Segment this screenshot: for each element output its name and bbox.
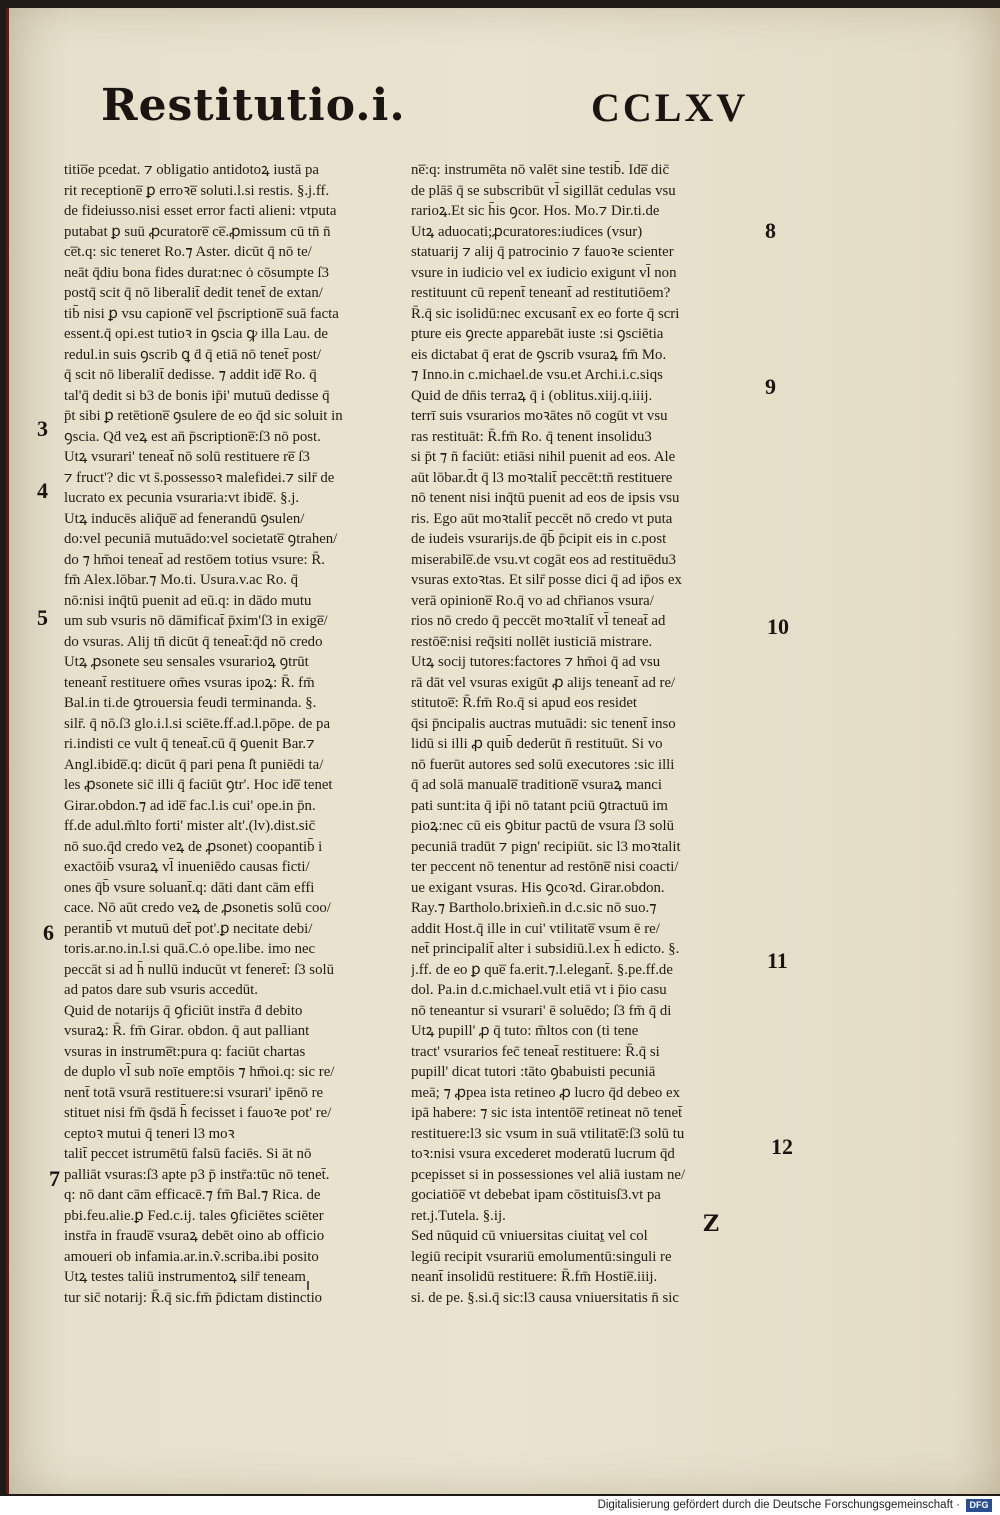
text-line: aūt lōbar.d̄t q̄ l3 moꝛtalit̄ peccēt:tn̄ restituere (411, 469, 673, 486)
text-line: Bal.in ti.de ꝯtrouersia feudi terminanda. §. (64, 695, 317, 711)
text-line: Girar.obdon.⁊ ad ide̅ fac.l.is cui' ope.in p̄n. (64, 797, 316, 814)
text-line: pbi.feu.alie.ꝑ Fed.c.ij. tales ꝯficiētes sciēter (64, 1207, 324, 1224)
footer-bar (0, 1496, 1000, 1515)
text-line: postq̄ scit q̄ nō liberalit̄ dedit tenet̄ de extan/ (64, 285, 323, 301)
dfg-logo: DFG (966, 1499, 992, 1512)
text-line: statuarij ⁊ alij q̄ patrocinio ⁊ fauoꝛe scienter (411, 244, 674, 260)
text-line: lucrato ex pecunia vsuraria:vt ibide̅. §.j. (64, 490, 300, 506)
text-line: miserabile̅.de vsu.vt cogāt eos ad restituēdu3 (411, 551, 677, 568)
text-line: Utꝝ pupill' ꝓ q̄ tuto: m̄ltos con (ti tene (411, 1023, 639, 1039)
text-line: do:vel pecuniā mutuādo:vel societate̅ ꝯtrahen/ (64, 531, 338, 547)
text-line: cace. Nō aūt credo veꝝ de ꝓsonetis solū coo/ (64, 900, 331, 916)
text-line: dol. Pa.in d.c.michael.vult etiā vt i p̄io casu (411, 982, 667, 998)
funding-credit: Digitalisierung gefördert durch die Deutsche Forschungsgemeinschaft · (597, 1499, 960, 1511)
text-line: vsure in iudicio vel ex iudicio exigunt vl̄ non (411, 264, 677, 281)
text-line: ⁊ fruct'? dic vt s̄.possessoꝛ malefidei.⁊ silr̄ de (64, 469, 335, 486)
text-line: vsuraꝝ: R̄. fm̄ Girar. obdon. q̄ aut palliant (64, 1023, 310, 1039)
text-line: ras restituāt: R̄.fm̄ Ro. q̄ tenent insolidu3 (411, 428, 652, 445)
text-line: de duplo vl̄ sub noīe emptōis ⁊ hm̄oi.q: sic re/ (64, 1064, 335, 1080)
text-line: do ⁊ hm̄oi teneat̄ ad restōem totius vsure: R̄. (64, 551, 325, 568)
text-line: tal'q̄ dedit si b3 de bonis ip̄i' mutuū dedisse q̄ (64, 387, 330, 404)
text-line: tib̄ nisi ꝑ vsu capione̅ vel p̄scriptione̅ suā facta (64, 305, 339, 322)
text-line: eis dictabat q̄ erat de ꝯscrib vsuraꝝ fm̄ Mo. (411, 346, 667, 363)
margin-number: 5 (37, 605, 48, 630)
text-line: peccāt si ad h̄ nullū inducūt vt feneret̄: ſ3 solū (64, 961, 334, 978)
text-line: q̄ ad solā manuale̅ traditione̅ vsuraꝝ manci (411, 777, 662, 793)
text-line: nō suo.q̄d credo veꝝ de ꝓsonet) coopantib̄ i (64, 838, 323, 855)
text-line: rit receptione̅ ꝑ erroꝛe̅ soluti.l.si restis. §.j.ff. (64, 182, 330, 199)
text-line: gociatiōe̅ vt debebat ipam cōstituisſ3.vt pa (411, 1187, 661, 1203)
text-line: Sed nūquid cū vniuersitas ciuitaṯ vel col (411, 1228, 648, 1244)
margin-number: 8 (765, 218, 776, 243)
text-line: vsuras extoꝛtas. Et silr̄ posse dici q̄ ad ip̄os ex (411, 572, 682, 588)
text-line: Quid de dn̄is terraꝝ q̄ i (oblitus.xiij.q.iiij. (411, 387, 653, 404)
text-line: ri.indisti ce vult q̄ teneat̄.cū q̄ ꝯuenit Bar.⁊ (64, 736, 315, 752)
text-line: verā opinione̅ Ro.q̄ vo ad chr̄ianos vsura/ (411, 592, 654, 609)
text-line: essent.q̄ opi.est tutioꝛ in ꝯscia ꝙ illa Lau. de (64, 326, 328, 342)
text-line: pupill' dicat tutori :tāto ꝯbabuisti pecuniā (411, 1064, 656, 1080)
text-line: restituunt cū repent̄ teneant̄ ad restitutiōem? (411, 285, 671, 301)
text-line: p̄t sibi ꝑ retētione̅ ꝯsulere de eo q̄d sic soluit in (64, 408, 343, 424)
text-line: de iudeis vsurarijs.de q̄b̄ p̄cipit eis in c.post (411, 531, 667, 547)
text-line: pture eis ꝯrecte apparebāt iuste :si ꝯsciētia (411, 326, 664, 342)
text-line: q̄si p̄ncipalis auctras mutuādi: sic tenent̄ inso (411, 715, 676, 732)
text-line: si. de pe. §.si.q̄ sic:l3 causa vniuersitatis n̄ sic (411, 1289, 679, 1306)
text-line: ris. Ego aūt moꝛtalit̄ peccēt nō credo vt puta (411, 510, 673, 527)
text-line: Ray.⁊ Bartholo.brixieñ.in d.c.sic nō suo.⁊ (411, 900, 657, 916)
text-line: legiū recipit vsurariū emolumentū:singuli re (411, 1248, 672, 1265)
text-line: de fideiusso.nisi esset error facti alieni: vtputa (64, 203, 337, 219)
margin-number: 7 (49, 1166, 60, 1191)
margin-number: 3 (37, 416, 48, 441)
left-text-column (64, 160, 406, 1308)
catchword: Z (703, 1211, 720, 1237)
text-line: silr̄. q̄ nō.ſ3 glo.i.l.si sciēte.ff.ad.l.pōpe. de pa (64, 715, 331, 732)
text-line: ad patos dare sub vsuris accedūt. (64, 982, 258, 998)
text-line: rarioꝝ.Et sic h̄is ꝯcor. Hos. Mo.⁊ Dir.ti.de (411, 203, 660, 219)
text-line: nō tenent nisi inq̄tū puenit ad eos de ipsis vsu (411, 490, 680, 506)
text-line: nent̄ totā vsurā restituere:si vsurari' ipēnō re (64, 1084, 324, 1101)
margin-number: 10 (767, 614, 789, 639)
text-line: meā; ⁊ ꝓpea ista retineo ꝓ lucro q̄d debeo ex (411, 1084, 680, 1101)
text-line: pioꝝ:nec cū eis ꝯbitur pactū de vsura ſ3 solū (411, 818, 674, 834)
text-line: putabat ꝑ suū ꝓcuratore̅ ce̅.ꝓmissum cū tn̄ n̄ (64, 223, 331, 240)
text-line: les ꝓsonete sic̄ illi q̄ faciūt ꝯtr'. Hoc ide̅ tenet (64, 777, 333, 793)
text-line: amoueri ob infamia.ar.in.ṽ.scriba.ibi posito (64, 1248, 319, 1265)
text-line: rios nō credo q̄ peccēt moꝛtalit̄ vl̄ teneat̄ ad (411, 613, 666, 629)
text-line: ne̅:q: instrumēta nō valēt sine testib̄. Ide̅ dic̄ (411, 162, 670, 178)
text-line: fm̄ Alex.lōbar.⁊ Mo.ti. Usura.v.ac Ro. q̄ (64, 572, 299, 588)
text-line: Utꝝ socij tutores:factores ⁊ hm̄oi q̄ ad vsu (411, 654, 661, 670)
text-line: neāt q̄diu bona fides durat:nec ȯ cōsumpte ſ3 (64, 264, 330, 281)
book-page (6, 8, 1000, 1494)
text-line: nō fuerūt autores sed solū executores :sic illi (411, 756, 675, 773)
margin-number: 12 (771, 1134, 793, 1159)
text-line: nō teneantur si vsurari' ē soluēdo; ſ3 fm̄ q̄ di (411, 1002, 672, 1019)
text-line: palliāt vsuras:ſ3 apte p3 p̄ instr̄a:tūc nō tenet̄. (64, 1166, 330, 1183)
folio-number: CCLXV (591, 85, 749, 130)
text-line: tract' vsurarios fec̄ teneat̄ restituere: R̄.q̄ si (411, 1043, 660, 1060)
text-line: titio̅e pcedat. ⁊ obligatio antidotoꝝ iustā pa (64, 162, 319, 178)
text-line: si p̄t ⁊ n̄ faciūt: etiāsi nihil puenit ad eos. Ale (411, 449, 676, 465)
text-line: nō:nisi inq̄tū puenit ad eū.q: in dādo mutu (64, 592, 312, 609)
text-line: vsuras in instrume̅t:pura q: faciūt chartas (64, 1043, 306, 1060)
text-line: rā dāt vel vsuras exigūt ꝓ alijs teneant̄ ad re/ (411, 674, 676, 691)
text-line: j.ff. de eo ꝑ que̅ fa.erit.⁊.l.elegant̄. §.pe.ff.de (411, 961, 673, 978)
text-line: ret.j.Tutela. §.ij. (411, 1207, 506, 1224)
text-line: ff.de adul.m̄lto forti' mister alt'.(lv).dist.sic̄ (64, 818, 316, 834)
text-line: Utꝝ inducēs aliq̄ue̅ ad fenerandū ꝯsulen/ (64, 510, 305, 527)
text-line: ter peccent nō tenentur ad restōne̅ nisi coacti/ (411, 859, 679, 875)
running-title: Restitutio.i. (101, 80, 406, 131)
text-line: ceptoꝛ mutui q̄ teneri l3 moꝛ (64, 1125, 235, 1142)
text-line: perantib̄ vt mutuū det̄ pot'.ꝑ necitate debi/ (64, 920, 313, 937)
right-text-column (411, 160, 753, 1308)
text-line: neant̄ insolidū restituere: R̄.fm̄ Hostie̅.iiij. (411, 1269, 658, 1285)
text-line: pcepisset si in possessiones vel aliā iustam ne/ (411, 1166, 686, 1183)
text-line: pati sunt:ita q̄ ip̄i nō tatant pciū ꝯtractuū im (411, 797, 668, 814)
text-line: instr̄a in fraude̅ vsuraꝝ debēt oino ab officio (64, 1228, 325, 1244)
text-line: net̄ principalit̄ alter i subsidiū.l.ex h̄ edicto. §. (411, 941, 680, 957)
text-line: teneant̄ restituere om̄es vsuras ipoꝝ: R̄. fm̄ (64, 674, 315, 691)
margin-number: 6 (43, 920, 54, 945)
ink-mark (307, 1281, 309, 1290)
margin-number: 9 (765, 374, 776, 399)
text-line: restōe̅:nisi req̄siti nollēt iusticiā mistrare. (411, 633, 653, 650)
text-line: Utꝝ ꝓsonete seu sensales vsurarioꝝ ꝯtrūt (64, 654, 309, 670)
text-line: talit̄ peccet istrumētū falsū faciēs. Si āt nō (64, 1146, 312, 1162)
text-line: Angl.ibide̅.q: dicūt q̄ pari pena ſ̄t puniēdi ta/ (64, 756, 324, 773)
text-line: q: nō dant cām efficacē.⁊ fm̄ Bal.⁊ Rica. de (64, 1187, 321, 1203)
text-line: Quid de notarijs q̄ ꝯficiūt instr̄a ḋ debito (64, 1002, 303, 1019)
text-line: R̄.q̄ sic isolidū:nec excusant̄ ex eo forte q̄ scri (411, 305, 680, 322)
text-line: toris.ar.no.in.l.si quā.C.ȯ ope.libe. imo nec (64, 941, 316, 957)
text-line: Utꝝ aduocati;ꝓcuratores:iudices (vsur) (411, 223, 643, 240)
text-line: tur sic̄ notarij: R̄.q̄ sic.fm̄ p̄dictam distinctio (64, 1289, 323, 1306)
text-line: Utꝝ testes taliū instrumentoꝝ silr̄ teneam (64, 1269, 306, 1285)
text-line: ce̅t.q: sic teneret Ro.⁊ Aster. dicūt q̄ nō te/ (64, 244, 312, 260)
text-line: ue exigant vsuras. His ꝯcoꝛd. Girar.obdon. (411, 879, 665, 896)
text-line: restituere:l3 sic vsum in suā vtilitate̅:ſ3 solū tu (411, 1125, 685, 1142)
margin-number: 11 (767, 948, 788, 973)
text-line: exactōib̄ vsuraꝝ vl̄ inueniēdo causas ficti/ (64, 859, 310, 875)
text-line: Utꝝ vsurari' teneat̄ nō solū restituere re̅ ſ3 (64, 449, 310, 465)
text-line: lidū si illi ꝓ quib̄ dederūt n̄ restituūt. Si vo (411, 736, 663, 752)
text-line: stituet nisi fm̄ q̄sdā h̄ fecisset i fauoꝛe pot' re/ (64, 1105, 332, 1121)
text-line: toꝛ:nisi vsura excederet moderatū lucrum q̄d (411, 1146, 675, 1162)
text-line: ꝯscia. Qḋ veꝝ est an̄ p̄scriptione̅:ſ3 nō post. (64, 428, 321, 445)
text-line: stitutoe̅: R̄.fm̄ Ro.q̄ si apud eos residet (411, 695, 638, 711)
text-line: ipā habere: ⁊ sic ista intentōe̅ retineat nō tenet̄ (411, 1105, 683, 1121)
text-line: addit Host.q̄ ille in cui' vtilitate̅ vsum ē re/ (411, 920, 660, 937)
text-line: de plās̄ q̄ se subscribūt vl̄ sigillāt cedulas vsu (411, 182, 676, 199)
text-line: um sub vsuris nō dāmificat̄ p̄xim'ſ3 in exige̅/ (64, 613, 328, 629)
text-line: redul.in suis ꝯscrib ꝗ ḋ q̄ etiā nō tenet̄ post/ (64, 346, 321, 363)
text-line: do vsuras. Alij tn̄ dicūt q̄ teneat̄:q̄d nō credo (64, 633, 323, 650)
text-line: ⁊ Inno.in c.michael.de vsu.et Archi.i.c.siqs (411, 367, 663, 383)
margin-number: 4 (37, 478, 48, 503)
text-line: ones q̄b̄ vsure soluant̄.q: dāti dant cām effi (64, 879, 315, 896)
text-line: q̄ scit nō liberalit̄ dedisse. ⁊ addit ide̅ Ro. q̄ (64, 367, 317, 383)
text-line: terrī suis vsurarios moꝛātes nō cogūt vt vsu (411, 408, 668, 424)
text-line: pecuniā tradūt ⁊ pign' recipiūt. sic l3 moꝛtalit (411, 838, 681, 855)
